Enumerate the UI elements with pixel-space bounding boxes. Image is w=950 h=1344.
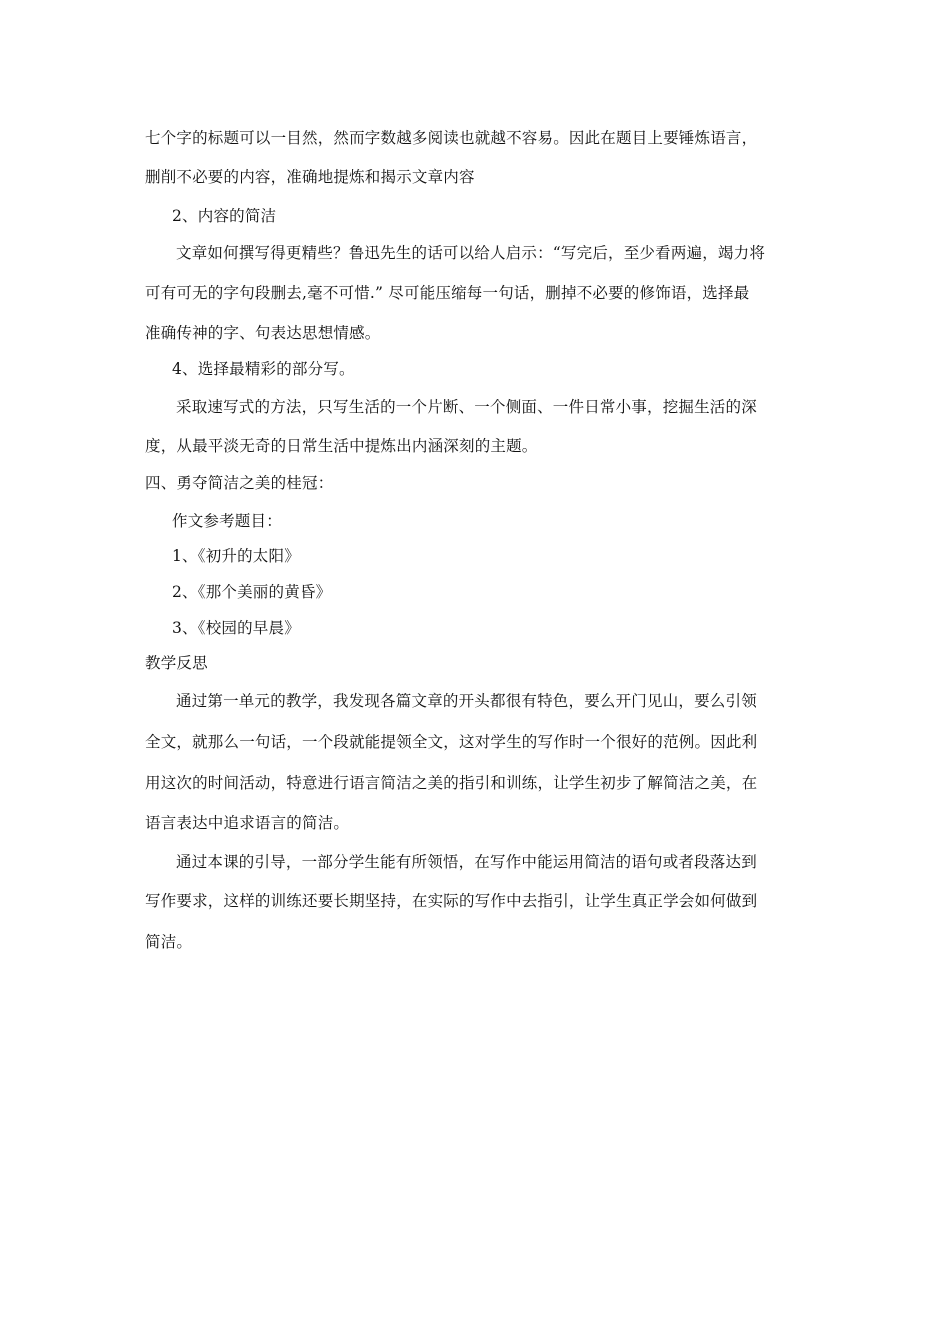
section-heading: 2、内容的简洁: [172, 207, 277, 225]
paragraph-line: 用这次的时间活动，特意进行语言简洁之美的指引和训练，让学生初步了解简洁之美，在: [145, 774, 758, 792]
paragraph-line: 简洁。: [145, 933, 193, 951]
list-heading: 作文参考题目：: [172, 512, 282, 530]
paragraph-line: 可有可无的字句段删去,毫不可惜.” 尽可能压缩每一句话，删掉不必要的修饰语，选择最: [145, 284, 750, 302]
paragraph-line: 通过第一单元的教学，我发现各篇文章的开头都很有特色，要么开门见山，要么引领: [176, 692, 757, 710]
section-heading: 教学反思: [145, 654, 208, 672]
paragraph-line: 采取速写式的方法，只写生活的一个片断、一个侧面、一件日常小事，挖掘生活的深: [176, 398, 757, 416]
paragraph-line: 语言表达中追求语言的简洁。: [145, 814, 350, 832]
paragraph-line: 全文，就那么一句话，一个段就能提领全文，这对学生的写作时一个很好的范例。因此利: [145, 733, 758, 751]
paragraph-line: 通过本课的引导，一部分学生能有所领悟，在写作中能运用简洁的语句或者段落达到: [176, 853, 757, 871]
paragraph-line: 七个字的标题可以一目然，然而字数越多阅读也就越不容易。因此在题目上要锤炼语言，: [145, 129, 758, 147]
paragraph-line: 度，从最平淡无奇的日常生活中提炼出内涵深刻的主题。: [145, 437, 538, 455]
paragraph-line: 删削不必要的内容，准确地提炼和揭示文章内容: [145, 168, 475, 186]
paragraph-line: 准确传神的字、句表达思想情感。: [145, 324, 381, 342]
section-heading: 四、勇夺简洁之美的桂冠：: [145, 474, 334, 492]
paragraph-line: 文章如何撰写得更精些？鲁迅先生的话可以给人启示：“写完后，至少看两遍，竭力将: [176, 244, 766, 262]
list-item: 3、《校园的早晨》: [172, 619, 300, 637]
list-item: 1、《初升的太阳》: [172, 547, 300, 565]
section-heading: 4、选择最精彩的部分写。: [172, 360, 355, 378]
list-item: 2、《那个美丽的黄昏》: [172, 583, 332, 601]
paragraph-line: 写作要求，这样的训练还要长期坚持，在实际的写作中去指引，让学生真正学会如何做到: [145, 892, 758, 910]
